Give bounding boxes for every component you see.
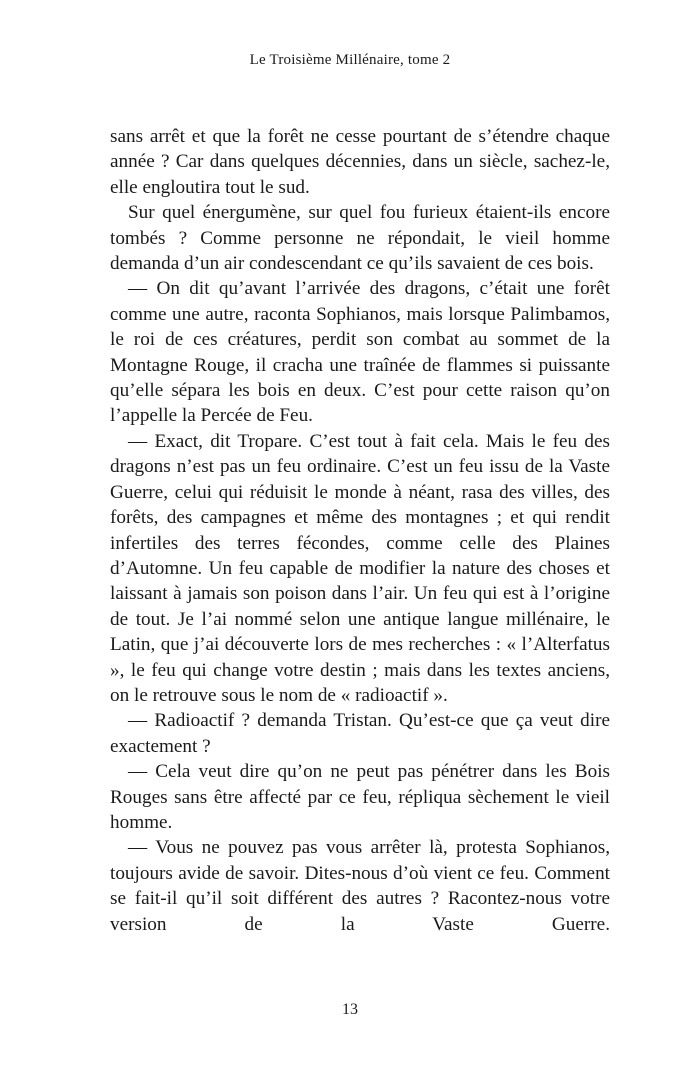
page-number: 13	[342, 1001, 358, 1018]
paragraph-3: — On dit qu’avant l’arrivée des dragons, c’était une forêt comme une autre, raconta Sophianos, mais lorsque Palimbamos, le roi de ces créatures, perdit son combat au sommet de la Montagne Rouge, il cracha une traînée de flammes si puissante qu’elle sépara les bois en deux. C’est pour cette raison qu’on l’appelle la Percée de Feu.	[110, 278, 610, 427]
paragraph-4: — Exact, dit Tropare. C’est tout à fait cela. Mais le feu des dragons n’est pas un feu ordinaire. C’est un feu issu de la Vaste Guerre, celui qui réduisit le monde à néant, rasa des villes, des forêts, des campagnes et même des montagnes ; et qui rendit infertiles des terres fécondes, comme celle des Plaines d’Automne. Un feu capable de modifier la nature des choses et laissant à jamais son poison dans l’air. Un feu qui est à l’origine de tout. Je l’ai nommé selon une antique langue millénaire, le Latin, que j’ai découverte lors de mes recherches : « l’Alterfatus », le feu qui change votre destin ; mais dans les textes anciens, on le retrouve sous le nom de « radioactif ».	[110, 430, 610, 706]
paragraph-7: — Vous ne pouvez pas vous arrêter là, protesta Sophianos, toujours avide de savoir. Dites-nous d’où vient ce feu. Comment se fait-il qu’il soit différent des autres ? Racontez-nous votre version de la Vaste Guerre.	[110, 837, 610, 935]
paragraph-6: — Cela veut dire qu’on ne peut pas pénétrer dans les Bois Rouges sans être affecté par ce feu, répliqua sèchement le vieil homme.	[110, 761, 610, 833]
paragraph-1: sans arrêt et que la forêt ne cesse pourtant de s’étendre chaque année ? Car dans quelques décennies, dans un siècle, sachez-le, elle engloutira tout le sud.	[110, 126, 610, 198]
page-text-body	[110, 124, 610, 937]
paragraph-2: Sur quel énergumène, sur quel fou furieux étaient-ils encore tombés ? Comme personne ne répondait, le vieil homme demanda d’un air condescendant ce qu’ils savaient de ces bois.	[110, 202, 610, 275]
paragraph-5: — Radioactif ? demanda Tristan. Qu’est-ce que ça veut dire exactement ?	[110, 710, 610, 757]
running-header-title: Le Troisième Millénaire, tome 2	[249, 52, 451, 68]
